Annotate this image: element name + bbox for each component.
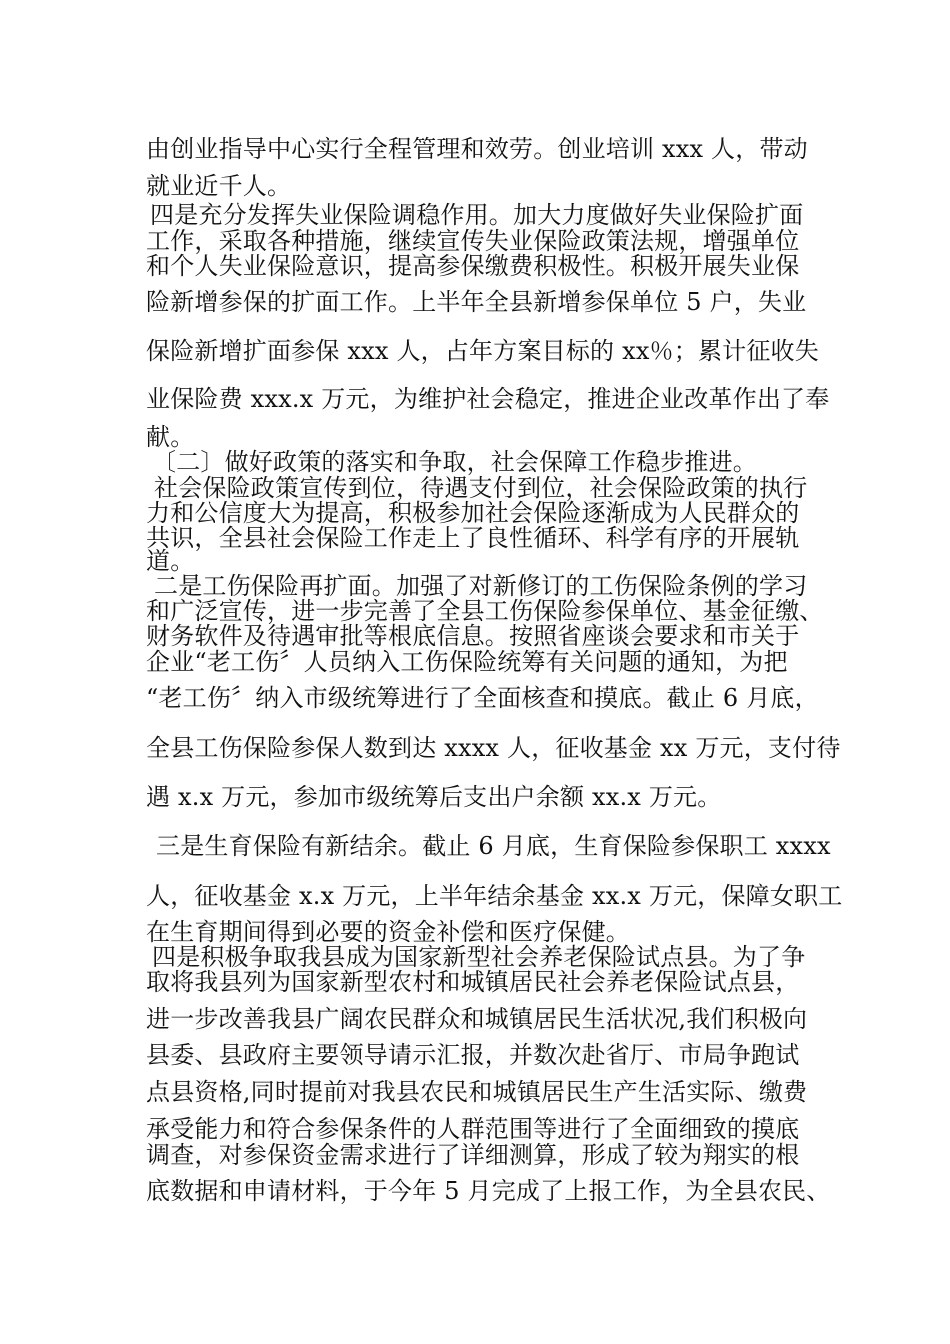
text-line: 献。 — [146, 423, 195, 451]
text-line: 由创业指导中心实行全程管理和效劳。创业培训 xxx 人，带动 — [146, 135, 808, 163]
text-line: 承受能力和符合参保条件的人群范围等进行了全面细致的摸底 — [146, 1115, 800, 1143]
text-line: 点县资格,同时提前对我县农民和城镇居民生产生活实际、缴费 — [146, 1078, 808, 1106]
text-line: 在生育期间得到必要的资金补偿和医疗保健。 — [146, 918, 630, 946]
text-line: 〔二〕做好政策的落实和争取，社会保障工作稳步推进。 — [152, 448, 757, 476]
text-line: 工作，采取各种措施，继续宣传失业保险政策法规，增强单位 — [146, 227, 800, 255]
text-line: 社会保险政策宣传到位，待遇支付到位，社会保险政策的执行 — [154, 474, 808, 502]
text-line: 和个人失业保险意识，提高参保缴费积极性。积极开展失业保 — [146, 252, 800, 280]
text-line: 人，征收基金 x.x 万元，上半年结余基金 xx.x 万元，保障女职工 — [146, 882, 843, 910]
text-line: “老工伤〞纳入市级统筹进行了全面核查和摸底。截止 6 月底， — [146, 684, 819, 712]
text-line: 底数据和申请材料，于今年 5 月完成了上报工作，为全县农民、 — [146, 1177, 831, 1205]
text-line: 保险新增扩面参保 xxx 人，占年方案目标的 xx％；累计征收失 — [146, 337, 819, 365]
text-line: 调查，对参保资金需求进行了详细测算，形成了较为翔实的根 — [146, 1141, 800, 1169]
text-line: 道。 — [146, 547, 195, 575]
text-line: 县委、县政府主要领导请示汇报，并数次赴省厅、市局争跑试 — [146, 1041, 800, 1069]
text-line: 遇 x.x 万元，参加市级统筹后支出户余额 xx.x 万元。 — [146, 783, 722, 811]
text-line: 企业“老工伤〞人员纳入工伤保险统筹有关问题的通知，为把 — [146, 648, 788, 676]
text-line: 险新增参保的扩面工作。上半年全县新增参保单位 5 户，失业 — [146, 288, 807, 316]
text-line: 财务软件及待遇审批等根底信息。按照省座谈会要求和市关于 — [146, 622, 800, 650]
text-line: 力和公信度大为提高，积极参加社会保险逐渐成为人民群众的 — [146, 499, 800, 527]
text-line: 进一步改善我县广阔农民群众和城镇居民生活状况,我们积极向 — [146, 1005, 808, 1033]
text-line: 取将我县列为国家新型农村和城镇居民社会养老保险试点县， — [146, 968, 800, 996]
text-line: 共识，全县社会保险工作走上了良性循环、科学有序的开展轨 — [146, 524, 800, 552]
text-line: 三是生育保险有新结余。截止 6 月底，生育保险参保职工 xxxx — [156, 832, 831, 860]
text-line: 四是充分发挥失业保险调稳作用。加大力度做好失业保险扩面 — [150, 201, 804, 229]
text-line: 全县工伤保险参保人数到达 xxxx 人，征收基金 xx 万元，支付待 — [146, 734, 841, 762]
text-line: 就业近千人。 — [146, 172, 292, 200]
text-line: 业保险费 xxx.x 万元，为维护社会稳定，推进企业改革作出了奉 — [146, 385, 830, 413]
text-line: 四是积极争取我县成为国家新型社会养老保险试点县。为了争 — [152, 943, 806, 971]
text-line: 二是工伤保险再扩面。加强了对新修订的工伤保险条例的学习 — [154, 572, 808, 600]
text-line: 和广泛宣传，进一步完善了全县工伤保险参保单位、基金征缴、 — [146, 597, 824, 625]
